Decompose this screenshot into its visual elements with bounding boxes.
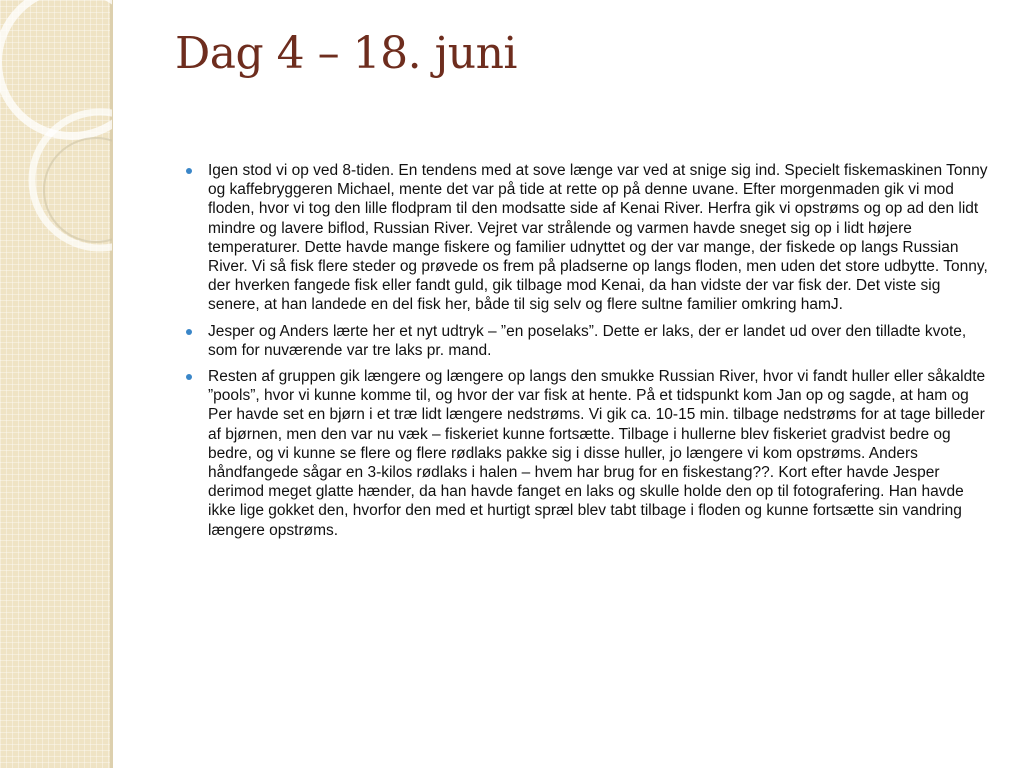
bullet-item (186, 367, 990, 540)
bullet-text: Igen stod vi op ved 8-tiden. En tendens med at sove længe var ved at snige sig ind. Specielt fiskemaskinen Tonny og kaffebryggeren Michael, mente det var på tide at rette op på denne uvane. Efter morgenmaden gik vi mod floden, hvor vi tog den lille flodpram til den modsatte side af Kenai River. Herfra gik vi opstrøms og op ad den lidt mindre og lavere biflod, Russian River. Vejret var strålende og varmen havde sneget sig op i lidt højere temperaturer. Dette havde mange fiskere og familier udnyttet og der var mange, der fiskede op langs Russian River. Vi så fisk flere steder og prøvede os frem på pladserne op langs floden, men uden det store udbytte. Tonny, der hverken fangede fisk eller fandt guld, gik tilbage mod Kenai, da han vidste der var fisk der. Det viste sig senere, at han landede en del fisk her, både til sig selv og flere sultne familier omkring hamJ. (208, 162, 988, 314)
bullet-text: Resten af gruppen gik længere og længere op langs den smukke Russian River, hvor vi fandt huller eller såkaldte ”pools”, hvor vi kunne komme til, og hvor der var fisk at hente. På et tidspunkt kom Jan op og sagde, at ham og Per havde set en bjørn i et træ lidt længere nedstrøms. Vi gik ca. 10-15 min. tilbage nedstrøms for at tage billeder af bjørnen, men den var nu væk – fiskeriet kunne fortsætte. Tilbage i hullerne blev fiskeriet gradvist bedre og bedre, og vi kunne se flere og flere rødlaks pakke sig i disse huller, jo længere vi kom opstrøms. Anders håndfangede sågar en 3-kilos rødlaks i halen – hvem har brug for en fiskestang??. Kort efter havde Jesper derimod meget glatte hænder, da han havde fanget en laks og skulle holde den op til fotografering. Han havde ikke lige gokket den, hvorfor den med et hurtigt spræl blev tabt tilbage i floden og kunne fortsætte sin vandring længere opstrøms. (208, 368, 986, 539)
bullet-dot-icon (186, 329, 192, 335)
bullet-item (186, 322, 990, 360)
slide-content (186, 161, 990, 547)
bullet-text: Jesper og Anders lærte her et nyt udtryk – ”en poselaks”. Dette er laks, der er landet ud over den tilladte kvote, som for nuværende var tre laks pr. mand. (208, 322, 967, 359)
bullet-list (186, 161, 990, 540)
slide-title: Dag 4 – 18. juni (175, 28, 517, 79)
bullet-item (186, 161, 990, 315)
bullet-dot-icon (186, 374, 192, 380)
decorative-circles (0, 0, 112, 768)
bullet-dot-icon (186, 168, 192, 174)
